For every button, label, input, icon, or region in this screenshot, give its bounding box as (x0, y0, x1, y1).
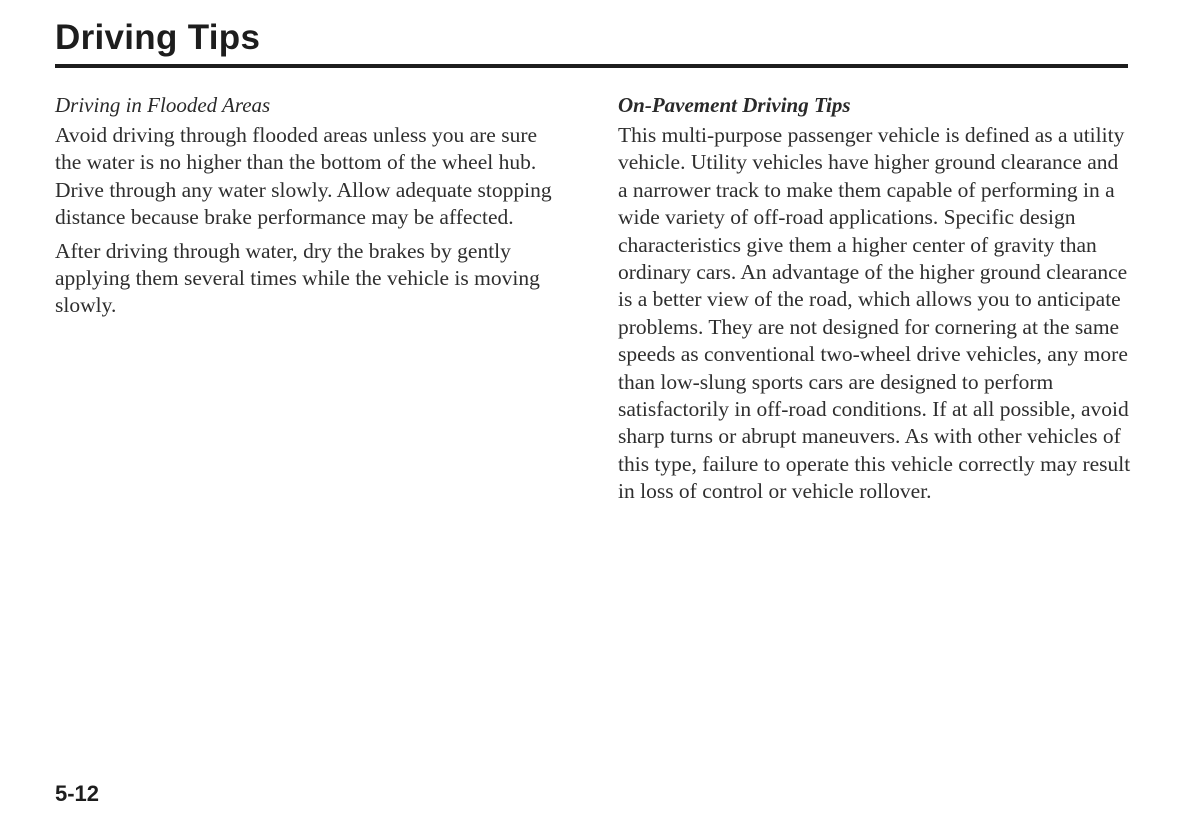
section-heading-flooded-areas: Driving in Flooded Areas (55, 93, 271, 117)
paragraph: Avoid driving through flooded areas unless you are sure the water is no higher than the bottom of the wheel hub. Drive through any water slowly. Allow adequate stopping distance because brake performance may be affected. (55, 123, 552, 230)
page-title: Driving Tips (55, 18, 261, 57)
page-number: 5-12 (55, 781, 100, 806)
section-heading-on-pavement: On-Pavement Driving Tips (618, 93, 851, 117)
right-column (618, 92, 1133, 512)
header-divider (55, 64, 1128, 68)
paragraph: This multi-purpose passenger vehicle is defined as a utility vehicle. Utility vehicles have higher ground clearance and a narrower track to make them capable of performing in a wide variety of off-road applications. Specific design characteristics give them a higher center of gravity than ordinary cars. An advantage of the higher ground clearance is a better view of the road, which allows you to anticipate problems. They are not designed for cornering at the same speeds as conventional two-wheel drive vehicles, any more than low-slung sports cars are designed to perform satisfactorily in off-road conditions. If at all possible, avoid sharp turns or abrupt maneuvers. As with other vehicles of this type, failure to operate this vehicle correctly may result in loss of control or vehicle rollover. (618, 123, 1131, 504)
left-column (55, 92, 555, 326)
paragraph: After driving through water, dry the brakes by gently applying them several times while the vehicle is moving slowly. (55, 238, 540, 318)
